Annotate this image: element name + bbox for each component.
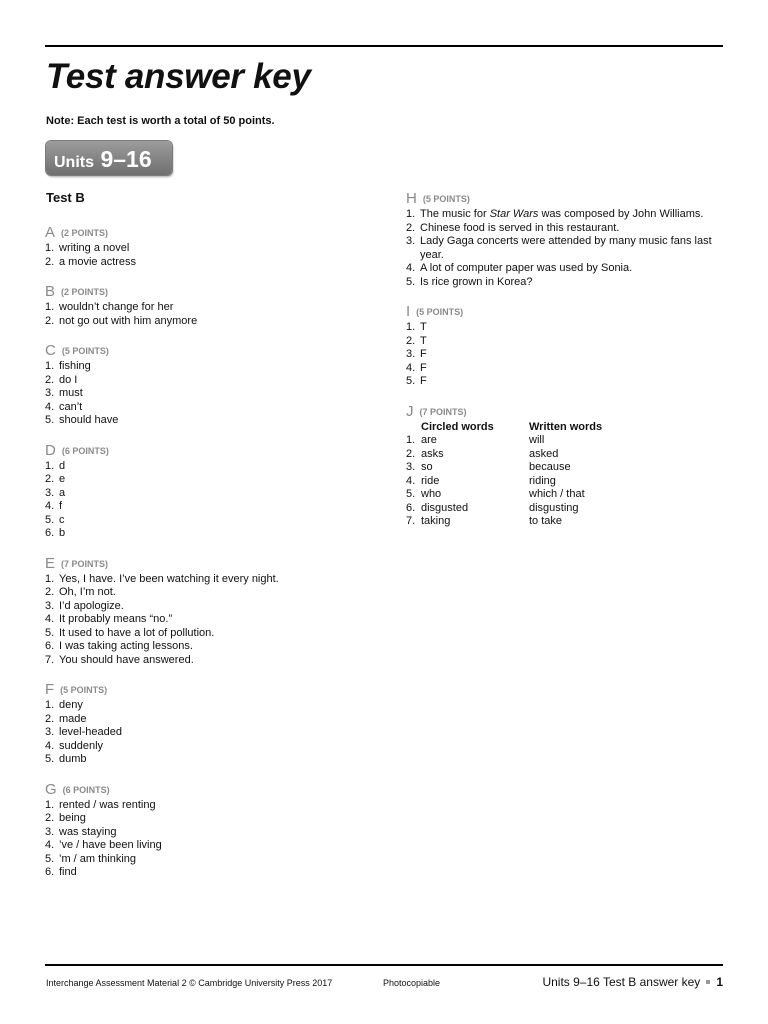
list-item: 1. d <box>45 459 66 472</box>
table-row: 1. are will <box>406 434 602 448</box>
answer-text: dumb <box>59 753 87 765</box>
written-word: to take <box>529 515 563 527</box>
circled-word: ride <box>421 474 440 487</box>
answer-text: should have <box>59 414 119 426</box>
table-row: 5. who which / that <box>406 488 602 502</box>
answer-text: Yes, I have. I’ve been watching it every night. <box>59 572 279 585</box>
page-number: 1 <box>716 975 723 989</box>
answer-text: c <box>59 513 65 526</box>
circled-word: so <box>421 461 433 473</box>
answer-text: It used to have a lot of pollution. <box>59 626 215 639</box>
answer-list <box>45 460 365 541</box>
circled-word: are <box>421 434 437 446</box>
separator-square-icon <box>706 980 710 984</box>
answer-text: must <box>59 387 83 399</box>
list-item: 2. being <box>45 812 86 824</box>
list-item: 4. suddenly <box>45 739 104 752</box>
list-item: 7. You should have answered. <box>45 653 194 666</box>
answer-text: being <box>59 812 86 824</box>
top-rule <box>45 45 723 47</box>
answer-text: f <box>59 500 63 512</box>
section-h-heading <box>406 192 736 208</box>
answer-text: not go out with him anymore <box>59 314 198 327</box>
answer-text: a movie actress <box>59 255 137 268</box>
list-item: 2. Chinese food is served in this restaurant. <box>406 221 620 234</box>
right-column <box>406 192 736 545</box>
circled-word: who <box>421 488 442 500</box>
list-item: 1. Yes, I have. I’ve been watching it every night. <box>45 572 279 585</box>
section-points: (7 POINTS) <box>419 406 467 417</box>
section-points: (6 POINTS) <box>61 445 109 456</box>
answer-text: I was taking acting lessons. <box>59 640 193 652</box>
list-item: 5. should have <box>45 414 119 426</box>
left-column <box>45 226 365 896</box>
answer-list <box>45 242 365 269</box>
page-title: Test answer key <box>46 57 311 96</box>
section-j-heading <box>406 402 736 421</box>
list-item: 2. a movie actress <box>45 255 137 268</box>
answer-text: T <box>420 334 427 347</box>
section-h-items <box>406 208 736 289</box>
section-j <box>406 402 736 529</box>
section-h <box>406 192 736 289</box>
list-item: 5. It used to have a lot of pollution. <box>45 626 215 639</box>
list-item: 5. c <box>45 513 65 526</box>
list-item: 4. can’t <box>45 400 83 413</box>
circled-words-header: Circled words <box>421 420 494 433</box>
answer-text: wouldn’t change for her <box>59 301 174 313</box>
list-item: 4. It probably means “no.” <box>45 613 173 625</box>
section-points: (5 POINTS) <box>422 194 470 204</box>
written-word: will <box>529 434 545 446</box>
list-item: 1. deny <box>45 699 83 711</box>
table-row: 4. ride riding <box>406 475 602 489</box>
section-letter: B <box>45 283 56 300</box>
section-b <box>45 285 365 328</box>
list-item: 3. was staying <box>45 825 117 838</box>
section-d <box>45 441 365 541</box>
answer-text: level-headed <box>59 726 122 738</box>
section-c <box>45 344 365 428</box>
table-row: 2. asks asked <box>406 448 602 462</box>
section-letter: I <box>406 303 411 320</box>
answer-text: Is rice grown in Korea? <box>420 275 533 288</box>
answer-text: e <box>59 473 66 485</box>
table-row: 3. so because <box>406 461 602 475</box>
circled-word: asks <box>421 447 444 460</box>
written-word: which / that <box>529 488 585 500</box>
units-badge-label: Units <box>54 154 94 171</box>
answer-text: Oh, I’m not. <box>59 586 116 598</box>
answer-text: a <box>59 486 66 499</box>
list-item: 3. must <box>45 387 83 399</box>
units-badge <box>46 141 172 175</box>
section-letter: E <box>45 554 56 572</box>
list-item: 5. F <box>406 375 427 387</box>
answer-text: A lot of computer paper was used by Sonia. <box>420 262 633 274</box>
list-item: 2. T <box>406 334 427 347</box>
list-item: 3. F <box>406 348 427 360</box>
answer-text: d <box>59 459 66 472</box>
section-heading <box>45 441 365 460</box>
units-badge-range: 9–16 <box>100 146 152 172</box>
section-points: (5 POINTS) <box>416 307 464 317</box>
answer-text: fishing <box>59 360 91 372</box>
list-item: 3. Lady Gaga concerts were attended by many music fans last year. <box>406 235 712 261</box>
circled-word: disgusted <box>421 501 469 514</box>
written-word: because <box>529 461 571 473</box>
section-points: (5 POINTS) <box>60 685 108 695</box>
footer-copyright: Interchange Assessment Material 2 © Cambridge University Press 2017 <box>46 978 333 988</box>
answer-text: deny <box>59 699 83 711</box>
list-item: 3. level-headed <box>45 726 122 738</box>
section-letter: A <box>45 224 56 241</box>
section-heading <box>45 780 365 799</box>
list-item: 1. wouldn’t change for her <box>45 301 174 313</box>
list-item: 6. find <box>45 866 77 878</box>
section-heading <box>45 226 365 242</box>
answer-text: ’m / am thinking <box>59 852 137 865</box>
list-item: 5. dumb <box>45 753 87 765</box>
section-points: (5 POINTS) <box>61 346 109 356</box>
written-word: riding <box>529 474 556 487</box>
section-letter: G <box>45 780 57 798</box>
section-points: (2 POINTS) <box>61 228 109 238</box>
answer-text: suddenly <box>59 739 104 752</box>
list-item: 1. The music for Star Wars was composed by John Williams. <box>406 208 704 220</box>
section-e <box>45 554 365 668</box>
answer-text: find <box>59 866 77 878</box>
list-item: 4. A lot of computer paper was used by Sonia. <box>406 262 633 274</box>
section-f <box>45 683 365 767</box>
list-item: 2. made <box>45 712 87 725</box>
section-i-items <box>406 321 736 389</box>
list-item: 2. do I <box>45 373 78 386</box>
section-letter: D <box>45 441 56 459</box>
answer-text: F <box>420 348 427 360</box>
section-i <box>406 305 736 389</box>
words-table <box>406 421 602 529</box>
written-word: asked <box>529 447 559 460</box>
section-points: (6 POINTS) <box>62 784 110 795</box>
answer-list <box>45 799 365 880</box>
answer-text: was staying <box>59 825 117 838</box>
answer-text: do I <box>59 373 78 386</box>
points-note: Note: Each test is worth a total of 50 points. <box>46 115 275 127</box>
list-item: 1. rented / was renting <box>45 798 156 811</box>
footer-photocopiable: Photocopiable <box>383 978 441 988</box>
list-item: 3. I’d apologize. <box>45 599 124 612</box>
section-heading <box>45 285 365 301</box>
section-points: (7 POINTS) <box>61 558 109 569</box>
answer-text: F <box>420 361 427 374</box>
list-item: 6. b <box>45 527 66 539</box>
answer-text: b <box>59 527 66 539</box>
answer-text: I’d apologize. <box>59 599 124 612</box>
answer-text: can’t <box>59 400 83 413</box>
section-a <box>45 226 365 269</box>
section-i-heading <box>406 305 736 321</box>
list-item: 2. Oh, I’m not. <box>45 586 116 598</box>
section-letter: H <box>406 190 417 207</box>
answer-text: T <box>420 321 427 333</box>
list-item: 3. a <box>45 486 66 499</box>
section-points: (2 POINTS) <box>61 287 109 297</box>
list-item: 1. T <box>406 321 427 333</box>
list-item: 4. ’ve / have been living <box>45 839 162 851</box>
answer-text: Lady Gaga concerts were attended by many music fans last year. <box>420 235 712 261</box>
section-letter: F <box>45 681 55 698</box>
bottom-rule <box>45 964 723 966</box>
answer-text: It probably means “no.” <box>59 613 173 625</box>
footer-title: Units 9–16 Test B answer key <box>542 975 701 989</box>
list-item: 2. e <box>45 473 66 485</box>
answer-text: You should have answered. <box>59 653 194 666</box>
list-item: 1. fishing <box>45 360 91 372</box>
table-row: 6. disgusted disgusting <box>406 502 602 516</box>
section-g <box>45 780 365 880</box>
list-item: 4. f <box>45 500 63 512</box>
section-letter: C <box>45 342 56 359</box>
answer-list <box>45 699 365 767</box>
section-heading <box>45 554 365 573</box>
italic-title: Star Wars <box>489 208 539 220</box>
list-item: 5. Is rice grown in Korea? <box>406 275 533 288</box>
answer-text: writing a novel <box>59 242 130 254</box>
answer-text: ’ve / have been living <box>59 839 162 851</box>
written-words-header: Written words <box>529 420 603 433</box>
answer-text: F <box>420 375 427 387</box>
list-item: 4. F <box>406 361 427 374</box>
answer-text: rented / was renting <box>59 798 156 811</box>
section-heading <box>45 344 365 360</box>
written-word: disgusting <box>529 501 579 514</box>
answer-list <box>45 573 365 668</box>
list-item: 5. ’m / am thinking <box>45 852 137 865</box>
list-item: 2. not go out with him anymore <box>45 314 198 327</box>
list-item: 6. I was taking acting lessons. <box>45 640 193 652</box>
answer-text: made <box>59 712 87 725</box>
circled-word: taking <box>421 515 451 527</box>
answer-text: Chinese food is served in this restaurant. <box>420 221 620 234</box>
footer-page-label <box>542 975 723 989</box>
list-item: 1. writing a novel <box>45 242 130 254</box>
answer-list <box>45 360 365 428</box>
section-letter: J <box>406 402 414 420</box>
section-heading <box>45 683 365 699</box>
test-name: Test B <box>46 190 85 205</box>
answer-list <box>45 301 365 328</box>
table-row: 7. taking to take <box>406 515 602 529</box>
